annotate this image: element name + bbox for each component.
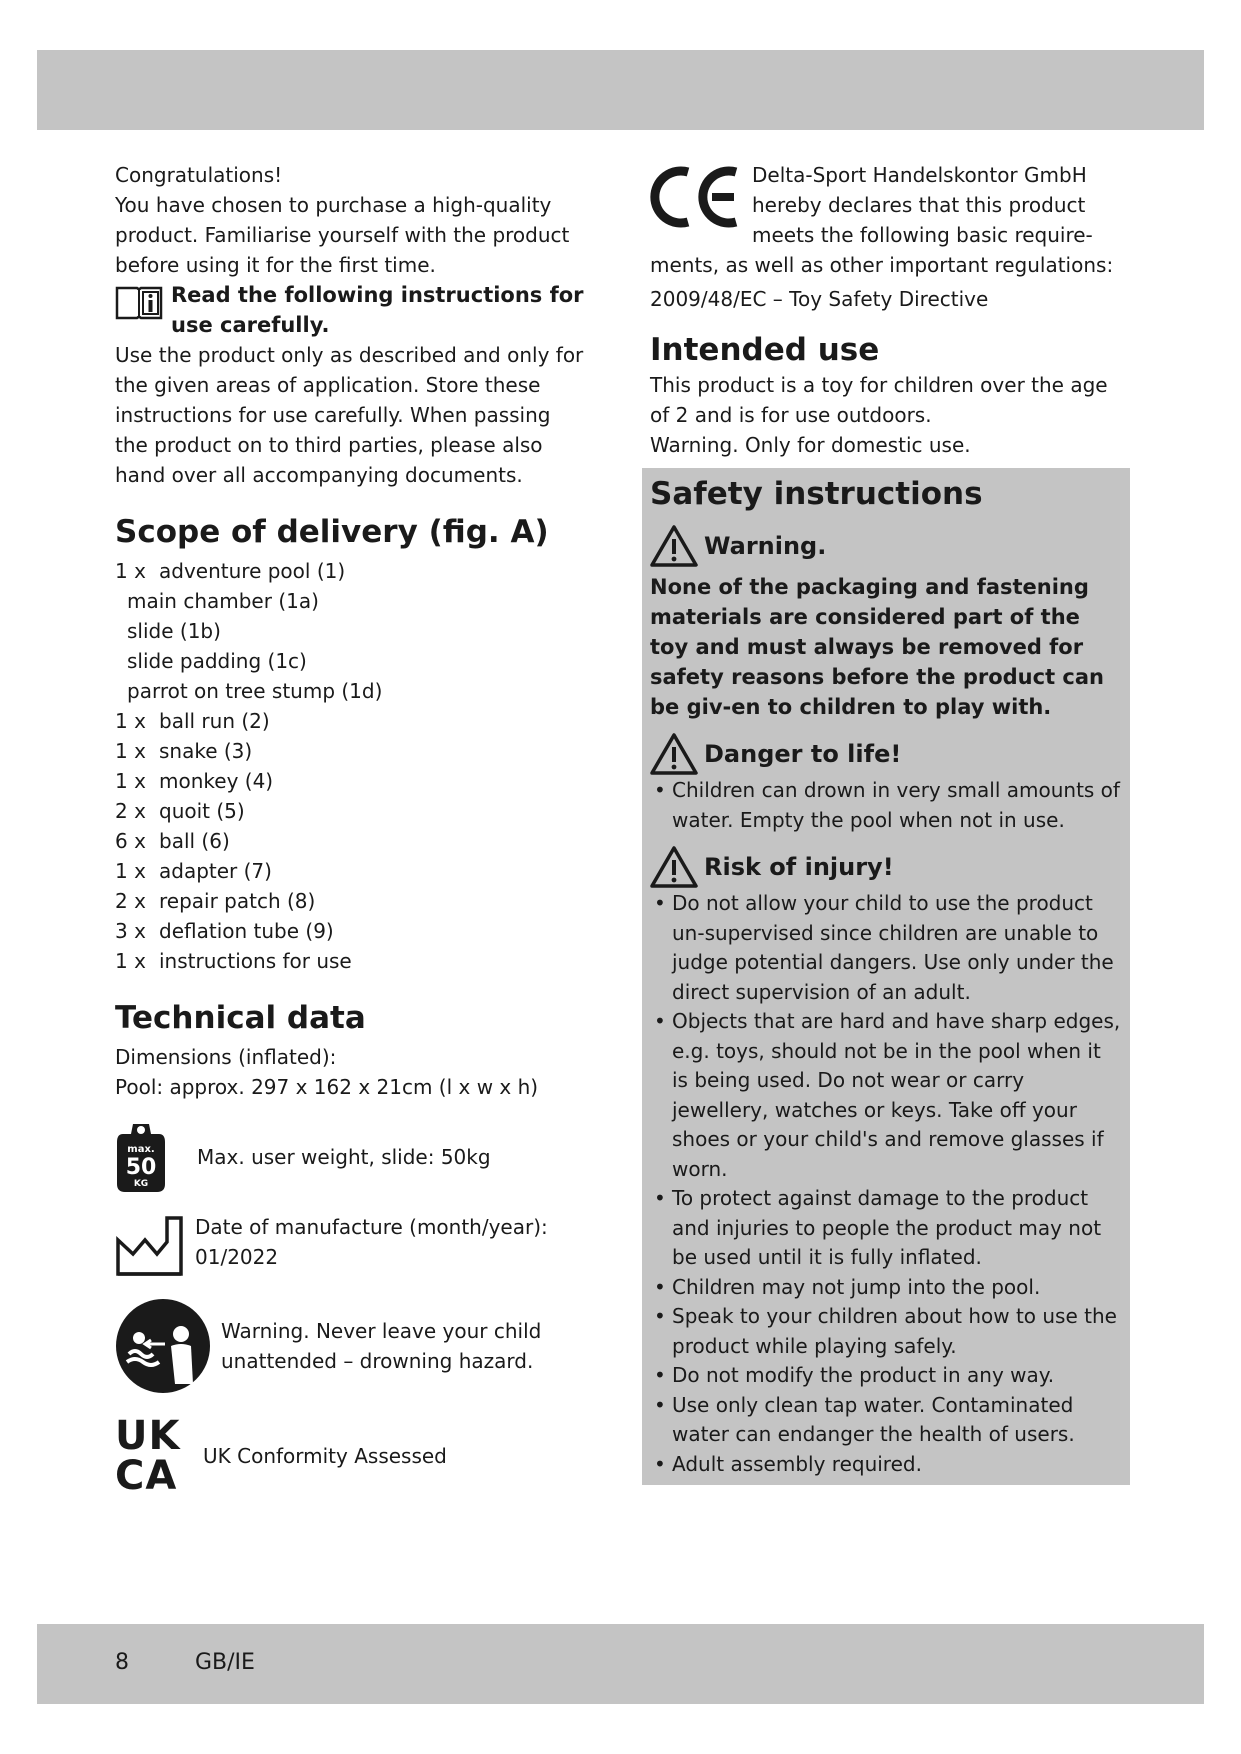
safety-heading: Safety instructions [650, 476, 983, 512]
drowning-hazard-icon [115, 1298, 211, 1394]
footer-bar [37, 1624, 1204, 1704]
list-item: • Do not allow your child to use the product un-supervised since children are unable to judge potential dangers. Use only under the direct supervision of an adult. [650, 889, 1122, 1007]
page-number: 8 [115, 1650, 129, 1675]
directive-text: 2009/48/EC – Toy Safety Directive [650, 287, 989, 311]
list-item: 2 x quoit (5) [115, 799, 245, 823]
open-book-info-icon [115, 282, 163, 322]
intro-paragraph: You have chosen to purchase a high-quality product. Familiarise yourself with the product before using it for the first time. [115, 193, 570, 277]
risk-list [650, 889, 1122, 1479]
domestic-use-warning: Warning. Only for domestic use. [650, 433, 971, 457]
list-item: • Children may not jump into the pool. [650, 1273, 1122, 1303]
drowning-warning-row [115, 1298, 585, 1394]
warning-triangle-icon [650, 524, 698, 568]
ukca-mark: UK CA [115, 1413, 181, 1499]
ce-declaration-cont: ments, as well as other important regulations: [650, 253, 1114, 277]
scope-heading: Scope of delivery (fig. A) [115, 514, 549, 550]
header-bar [37, 50, 1204, 130]
list-item: 1 x snake (3) [115, 739, 253, 763]
safety-box [642, 468, 1130, 1485]
svg-text:KG: KG [133, 1179, 149, 1189]
list-item: • Children can drown in very small amounts of water. Empty the pool when not in use. [650, 776, 1122, 835]
region-code: GB/IE [195, 1650, 255, 1675]
warning-triangle-icon [650, 732, 698, 776]
list-item: slide (1b) [127, 619, 221, 643]
max-weight-row [115, 1120, 585, 1194]
list-item: 6 x ball (6) [115, 829, 230, 853]
list-item: • Adult assembly required. [650, 1450, 1122, 1480]
danger-heading: Danger to life! [650, 732, 1122, 776]
manufacture-label: Date of manufacture (month/year): [195, 1215, 548, 1239]
greeting: Congratulations! [115, 163, 283, 187]
warning-heading: Warning. [650, 524, 1122, 568]
list-item: 1 x adapter (7) [115, 859, 272, 883]
list-item: • Use only clean tap water. Contaminated water can endanger the health of users. [650, 1391, 1122, 1450]
dimensions-label: Dimensions (inflated): [115, 1045, 337, 1069]
svg-text:CE: CE [650, 164, 652, 165]
list-item: 2 x repair patch (8) [115, 889, 316, 913]
list-item: parrot on tree stump (1d) [127, 679, 383, 703]
risk-heading: Risk of injury! [650, 845, 1122, 889]
list-item: 1 x adventure pool (1) [115, 559, 346, 583]
manufacture-value: 01/2022 [195, 1245, 279, 1269]
intended-use-heading: Intended use [650, 332, 880, 368]
scope-list [115, 556, 585, 976]
ukca-text: UK Conformity Assessed [203, 1444, 447, 1468]
list-item: • Speak to your children about how to use the product while playing safely. [650, 1302, 1122, 1361]
ce-mark-icon [650, 164, 740, 230]
drowning-warning-text: Warning. Never leave your child unattended – drowning hazard. [221, 1319, 542, 1373]
manufacture-date-row [115, 1212, 585, 1278]
list-item: • Objects that are hard and have sharp edges, e.g. toys, should not be in the pool when it is being used. Do not wear or carry jewellery, watches or keys. Take off your shoes or your child's and remove glasses if worn. [650, 1007, 1122, 1184]
list-item: slide padding (1c) [127, 649, 307, 673]
svg-text:50: 50 [125, 1155, 157, 1180]
list-item: 3 x deflation tube (9) [115, 919, 334, 943]
usage-paragraph: Use the product only as described and only for the given areas of application. Store these instructions for use carefully. When passing the product on to third parties, please also hand over all accompanying documents. [115, 343, 584, 487]
max-weight-text: Max. user weight, slide: 50kg [197, 1145, 491, 1169]
dimensions-value: Pool: approx. 297 x 162 x 21cm (l x w x h) [115, 1075, 539, 1099]
max-weight-icon [115, 1120, 167, 1194]
danger-list [650, 776, 1122, 835]
list-item: main chamber (1a) [127, 589, 319, 613]
list-item: 1 x instructions for use [115, 949, 352, 973]
list-item: • To protect against damage to the product and injuries to people the product may not be used until it is fully inflated. [650, 1184, 1122, 1273]
list-item: 1 x ball run (2) [115, 709, 270, 733]
read-instructions-note [115, 280, 585, 340]
technical-data-heading: Technical data [115, 1000, 366, 1036]
warning-text: None of the packaging and fastening materials are considered part of the toy and must always be removed for safety reasons before the product can be giv-en to children to play with. [650, 575, 1105, 719]
left-column [115, 160, 585, 1499]
ce-declaration-text: Delta-Sport Handelskontor GmbH hereby declares that this product meets the following basic require- [752, 163, 1093, 247]
svg-text:max.: max. [127, 1144, 155, 1155]
factory-icon [115, 1212, 183, 1278]
read-instructions-heading: Read the following instructions for use carefully. [171, 283, 584, 337]
warning-triangle-icon [650, 845, 698, 889]
intended-use-text: This product is a toy for children over the age of 2 and is for use outdoors. [650, 373, 1108, 427]
list-item: • Do not modify the product in any way. [650, 1361, 1122, 1391]
ukca-row [115, 1413, 585, 1499]
ce-declaration [650, 160, 1125, 250]
right-column [650, 160, 1125, 1485]
list-item: 1 x monkey (4) [115, 769, 274, 793]
